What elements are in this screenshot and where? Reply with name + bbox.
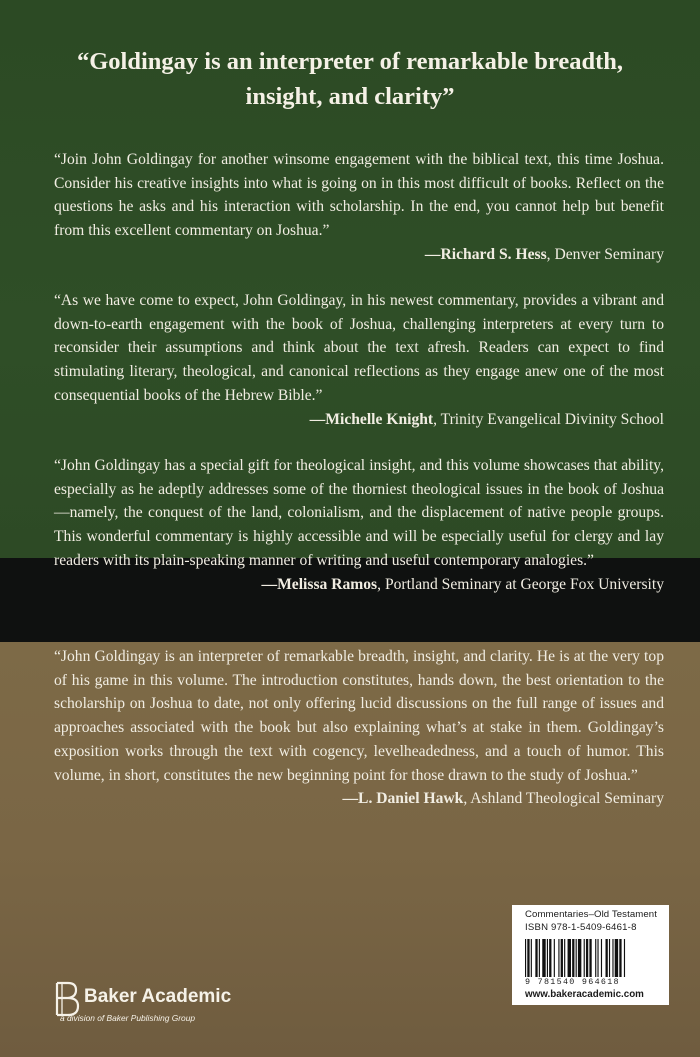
endorser-affiliation: , Trinity Evangelical Divinity School (433, 410, 664, 428)
publisher-url: www.bakeracademic.com (525, 989, 644, 1000)
isbn-label: ISBN 978-1-5409-6461-8 (525, 922, 637, 933)
headline-line-2: insight, and clarity” (245, 83, 455, 110)
endorser-name: —L. Daniel Hawk (342, 790, 464, 808)
endorsement-text: “John Goldingay has a special gift for theological insight, and this volume showcases that ability, especially as he adeptly addresses some of the thorniest theological issues in the book of Joshua—namely, the conquest of the land, colonialism, and the displacement of native people groups. This wonderful commentary is highly accessible and will be especially useful for clergy and lay readers with its plain-speaking manner of writing and useful contemporary analogies.” (54, 457, 664, 569)
endorsement-ramos (54, 454, 664, 597)
endorser-affiliation: , Denver Seminary (546, 245, 664, 263)
endorsement-hess (54, 148, 664, 267)
endorser-affiliation: , Ashland Theological Seminary (463, 790, 664, 808)
endorsement-attribution (54, 408, 664, 432)
publisher-name: Baker Academic (84, 986, 232, 1007)
endorsement-knight (54, 289, 664, 432)
endorser-name: —Richard S. Hess (424, 245, 547, 263)
barcode-icon (525, 939, 658, 977)
category-label: Commentaries–Old Testament (525, 909, 657, 920)
baker-b-logo-icon (54, 981, 84, 1017)
endorser-name: —Melissa Ramos (261, 575, 378, 593)
endorsement-hawk (54, 645, 664, 811)
endorsement-text: “As we have come to expect, John Goldingay, in his newest commentary, provides a vibrant and down-to-earth engagement with the book of Joshua, challenging interpreters at every turn to reconsider their assumptions and think about the text afresh. Readers can expect to find stimulating literary, theological, and canonical reflections as they engage anew one of the most consequential books of the Hebrew Bible.” (54, 292, 664, 404)
endorser-name: —Michelle Knight (309, 410, 434, 428)
endorsement-text: “John Goldingay is an interpreter of remarkable breadth, insight, and clarity. He is at the very top of his game in this volume. The introduction constitutes, hands down, the best orientation to the scholarship on Joshua to date, not only offering lucid discussions on the full range of issues and approaches associated with the book but also explaining what’s at stake in them. Goldingay’s exposition works through the text with cogency, levelheadedness, and a touch of humor. This volume, in short, constitutes the new beginning point for those drawn to the study of Joshua.” (54, 648, 664, 784)
endorsement-attribution (54, 787, 664, 811)
headline-line-1: “Goldingay is an interpreter of remarkable breadth, (76, 48, 624, 75)
endorsement-attribution (54, 243, 664, 267)
endorsement-text: “Join John Goldingay for another winsome engagement with the biblical text, this time Joshua. Consider his creative insights into what is going on in this most difficult of books. Reflect on the questions he asks and his interaction with scholarship. In the end, you cannot help but benefit from this excellent commentary on Joshua.” (54, 151, 664, 240)
barcode-panel (512, 905, 669, 1005)
endorsement-attribution (54, 573, 664, 597)
barcode-digits: 9 781540 964618 (525, 977, 620, 987)
publisher-tagline: a division of Baker Publishing Group (60, 1013, 196, 1023)
endorser-affiliation: , Portland Seminary at George Fox University (377, 575, 664, 593)
headline-quote (40, 44, 660, 114)
